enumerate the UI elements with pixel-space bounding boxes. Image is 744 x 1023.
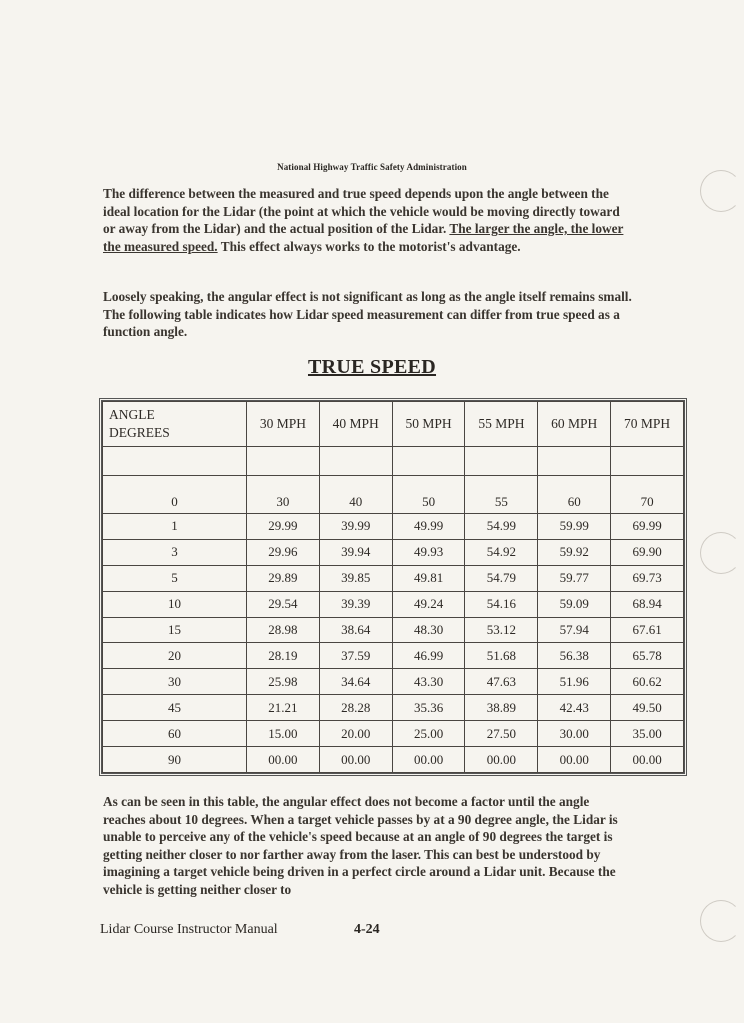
speed-cell: 59.99 (538, 514, 611, 540)
speed-cell: 25.00 (392, 721, 465, 747)
speed-cell: 28.98 (247, 617, 320, 643)
speed-cell: 38.89 (465, 695, 538, 721)
speed-cell: 59.92 (538, 539, 611, 565)
speed-cell: 39.85 (319, 565, 392, 591)
column-header: 55 MPH (465, 402, 538, 447)
speed-cell: 38.64 (319, 617, 392, 643)
speed-cell: 00.00 (465, 747, 538, 773)
speed-cell: 25.98 (247, 669, 320, 695)
footer-manual-title: Lidar Course Instructor Manual (100, 922, 278, 937)
angle-cell: 1 (103, 514, 247, 540)
speed-cell: 39.94 (319, 539, 392, 565)
speed-cell: 67.61 (611, 617, 684, 643)
speed-cell: 59.09 (538, 591, 611, 617)
angle-cell: 90 (103, 747, 247, 773)
speed-cell: 49.81 (392, 565, 465, 591)
speed-cell: 21.21 (247, 695, 320, 721)
speed-cell: 68.94 (611, 591, 684, 617)
speed-cell: 49.24 (392, 591, 465, 617)
binder-hole-top (700, 170, 742, 212)
speed-cell: 55 (465, 476, 538, 514)
speed-cell: 28.28 (319, 695, 392, 721)
speed-cell: 27.50 (465, 721, 538, 747)
table-row (103, 514, 684, 540)
column-header: 50 MPH (392, 402, 465, 447)
angle-header-line1: ANGLE (109, 407, 155, 422)
speed-cell: 49.99 (392, 514, 465, 540)
binder-hole-middle (700, 532, 742, 574)
table-row (103, 695, 684, 721)
footer-page-number: 4-24 (354, 922, 380, 937)
speed-cell: 29.99 (247, 514, 320, 540)
table-row (103, 617, 684, 643)
speed-cell: 29.96 (247, 539, 320, 565)
column-header: 40 MPH (319, 402, 392, 447)
table-row (103, 565, 684, 591)
speed-table-frame (99, 398, 687, 776)
paragraph-angle-effect (103, 185, 633, 255)
speed-cell: 69.73 (611, 565, 684, 591)
speed-cell: 69.90 (611, 539, 684, 565)
angle-column-header (103, 402, 247, 447)
speed-cell: 54.92 (465, 539, 538, 565)
speed-cell: 54.16 (465, 591, 538, 617)
speed-cell: 29.89 (247, 565, 320, 591)
table-row (103, 539, 684, 565)
speed-cell: 47.63 (465, 669, 538, 695)
speed-cell: 00.00 (319, 747, 392, 773)
speed-cell: 51.68 (465, 643, 538, 669)
speed-cell: 46.99 (392, 643, 465, 669)
column-header: 70 MPH (611, 402, 684, 447)
speed-cell: 42.43 (538, 695, 611, 721)
paragraph-angle-effect-tail: This effect always works to the motorist's advantage. (217, 238, 521, 254)
document-header: National Highway Traffic Safety Administration (277, 162, 467, 172)
speed-cell: 00.00 (392, 747, 465, 773)
table-row (103, 669, 684, 695)
paragraph-conclusion: As can be seen in this table, the angular effect does not become a factor until the angle reaches about 10 degrees. When a target vehicle passes by at a 90 degree angle, the Lidar is unable to perceive any of the vehicle's speed because at an angle of 90 degrees the target is getting neither closer to nor farther away from the laser. This can best be understood by imagining a target vehicle being driven in a perfect circle around a Lidar unit. Because the vehicle is getting neither closer to (103, 794, 618, 897)
speed-cell: 37.59 (319, 643, 392, 669)
speed-cell: 00.00 (538, 747, 611, 773)
speed-cell: 28.19 (247, 643, 320, 669)
speed-cell: 59.77 (538, 565, 611, 591)
speed-cell: 40 (319, 476, 392, 514)
speed-cell: 65.78 (611, 643, 684, 669)
speed-cell: 56.38 (538, 643, 611, 669)
table-title: TRUE SPEED (307, 356, 437, 378)
angle-cell: 45 (103, 695, 247, 721)
angle-cell: 20 (103, 643, 247, 669)
speed-cell: 70 (611, 476, 684, 514)
speed-cell: 35.00 (611, 721, 684, 747)
speed-cell: 43.30 (392, 669, 465, 695)
angle-cell: 15 (103, 617, 247, 643)
table-row (103, 721, 684, 747)
speed-cell: 00.00 (611, 747, 684, 773)
angle-cell: 3 (103, 539, 247, 565)
table-blank-row (103, 447, 684, 476)
blank-cell (465, 447, 538, 476)
speed-cell: 60.62 (611, 669, 684, 695)
blank-cell (247, 447, 320, 476)
table-row (103, 747, 684, 773)
table-row (103, 476, 684, 514)
angle-header-line2: DEGREES (109, 425, 170, 440)
speed-cell: 69.99 (611, 514, 684, 540)
blank-cell (319, 447, 392, 476)
speed-cell: 35.36 (392, 695, 465, 721)
table-row (103, 591, 684, 617)
angle-cell: 30 (103, 669, 247, 695)
paragraph-table-intro: Loosely speaking, the angular effect is not significant as long as the angle itself remains small. The following table indicates how Lidar speed measurement can differ from true speed as a function angle. (103, 289, 632, 340)
table-row (103, 643, 684, 669)
table-header-row (103, 402, 684, 447)
blank-cell (538, 447, 611, 476)
speed-cell: 53.12 (465, 617, 538, 643)
speed-cell: 15.00 (247, 721, 320, 747)
speed-cell: 30 (247, 476, 320, 514)
speed-cell: 20.00 (319, 721, 392, 747)
speed-cell: 54.99 (465, 514, 538, 540)
speed-cell: 51.96 (538, 669, 611, 695)
binder-hole-bottom (700, 900, 742, 942)
angle-cell: 5 (103, 565, 247, 591)
speed-cell: 48.30 (392, 617, 465, 643)
angle-cell: 0 (103, 476, 247, 514)
speed-cell: 29.54 (247, 591, 320, 617)
speed-cell: 49.50 (611, 695, 684, 721)
speed-table (102, 401, 684, 773)
speed-cell: 60 (538, 476, 611, 514)
blank-cell (103, 447, 247, 476)
speed-cell: 49.93 (392, 539, 465, 565)
speed-cell: 39.99 (319, 514, 392, 540)
speed-cell: 57.94 (538, 617, 611, 643)
speed-cell: 00.00 (247, 747, 320, 773)
speed-cell: 50 (392, 476, 465, 514)
underlined-statement: The larger the angle, the lower the measured speed. (103, 221, 624, 254)
speed-cell: 39.39 (319, 591, 392, 617)
speed-cell: 54.79 (465, 565, 538, 591)
blank-cell (611, 447, 684, 476)
speed-cell: 34.64 (319, 669, 392, 695)
angle-cell: 60 (103, 721, 247, 747)
angle-cell: 10 (103, 591, 247, 617)
blank-cell (392, 447, 465, 476)
column-header: 60 MPH (538, 402, 611, 447)
paragraph-angle-effect-text: The difference between the measured and true speed depends upon the angle between the ideal location for the Lidar (the point at which the vehicle would be moving directly toward or away from the Lidar) and the actual position of the Lidar. (103, 186, 620, 237)
speed-cell: 30.00 (538, 721, 611, 747)
column-header: 30 MPH (247, 402, 320, 447)
